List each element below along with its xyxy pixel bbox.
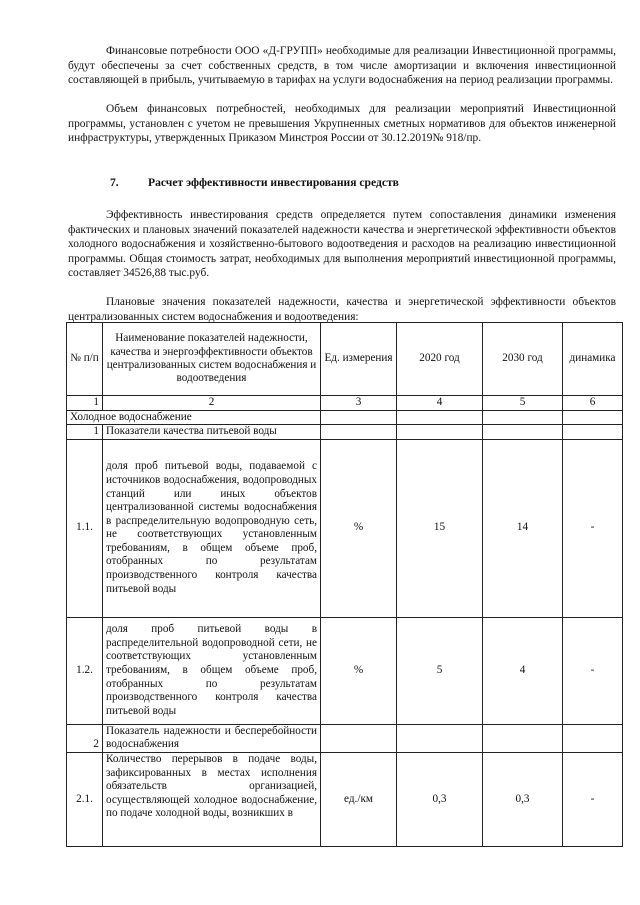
header-unit: Ед. измерения — [321, 323, 397, 396]
table-row-1-1 — [67, 439, 623, 617]
col-number: 2 — [103, 396, 321, 411]
row-2030: 0,3 — [483, 752, 563, 846]
col-number: 1 — [67, 396, 103, 411]
group-name: Показатели качества питьевой воды — [103, 425, 321, 440]
row-2020: 5 — [397, 617, 483, 724]
row-unit: ед./км — [321, 752, 397, 846]
row-unit: % — [321, 439, 397, 617]
empty-cell — [321, 425, 397, 440]
section-title: Расчет эффективности инвестирования средств — [148, 176, 399, 189]
paragraph-financing: Финансовые потребности ООО «Д-ГРУПП» необходимые для реализации Инвестиционной программы, будут обеспечены за счет собственных средств, в том числе амортизации и включения инвестиционной составляющей в прибыль, учитываемую в тарифах на услуги водоснабжения на период реализации программы. — [68, 45, 616, 87]
group-num: 1 — [67, 425, 103, 440]
table-row-2-1 — [67, 752, 623, 846]
row-unit: % — [321, 617, 397, 724]
col-number: 6 — [563, 396, 623, 411]
section-number: 7. — [110, 176, 119, 189]
table-row-1-2 — [67, 617, 623, 724]
section-row — [67, 410, 623, 425]
header-2030: 2030 год — [483, 323, 563, 396]
row-2030: 14 — [483, 439, 563, 617]
row-name: доля проб питьевой воды в распределительной водопроводной сети, не соответствующих установленным требованиям, в общем объеме проб, отобранных по результатам производственного контроля качества питьевой воды — [103, 617, 321, 724]
empty-cell — [483, 410, 563, 425]
row-dynamics: - — [563, 617, 623, 724]
row-dynamics: - — [563, 752, 623, 846]
empty-cell — [321, 410, 397, 425]
row-name: доля проб питьевой воды, подаваемой с источников водоснабжения, водопроводных станций или иных объектов централизованной системы водоснабжения в распределительную водопроводную сеть, не соответствующих установленным требованиям, в общем объеме проб, отобранных по результатам производственного контроля качества питьевой воды — [103, 439, 321, 617]
empty-cell — [563, 425, 623, 440]
col-number: 5 — [483, 396, 563, 411]
group-row-reliability — [67, 724, 623, 752]
col-number: 4 — [397, 396, 483, 411]
row-num: 1.2. — [67, 617, 103, 724]
empty-cell — [397, 410, 483, 425]
header-dynamics: динамика — [563, 323, 623, 396]
header-2020: 2020 год — [397, 323, 483, 396]
row-2030: 4 — [483, 617, 563, 724]
row-2020: 15 — [397, 439, 483, 617]
row-name: Количество перерывов в подаче воды, зафиксированных в местах исполнения обязательств организацией, осуществляющей холодное водоснабжение, по подаче холодной воды, возникших в — [103, 752, 321, 846]
group-name: Показатель надежности и бесперебойности водоснабжения — [103, 724, 321, 752]
empty-cell — [483, 724, 563, 752]
paragraph-volume: Объем финансовых потребностей, необходимых для реализации мероприятий Инвестиционной программы, установлен с учетом не превышения Укрупненных сметных нормативов для объектов инженерной инфраструктуры, утвержденных Приказом Минстроя России от 30.12.2019№ 918/пр. — [68, 103, 616, 145]
empty-cell — [483, 425, 563, 440]
header-name: Наименование показателей надежности, качества и энергоэффективности объектов централизованных систем водоснабжения и водоотведения — [103, 323, 321, 396]
empty-cell — [563, 410, 623, 425]
section-heading — [110, 176, 399, 189]
header-num: № п/п — [67, 323, 103, 396]
row-dynamics: - — [563, 439, 623, 617]
row-2020: 0,3 — [397, 752, 483, 846]
group-num: 2 — [67, 724, 103, 752]
empty-cell — [397, 724, 483, 752]
col-number: 3 — [321, 396, 397, 411]
section-row-label: Холодное водоснабжение — [67, 410, 321, 425]
table-header-row — [67, 323, 623, 396]
empty-cell — [321, 724, 397, 752]
paragraph-efficiency: Эффективность инвестирования средств определяется путем сопоставления динамики изменения фактических и плановых значений показателей надежности качества и энергетической эффективности объектов холодного водоснабжения и хозяйственно-бытового водоотведения и расходов на реализацию инвестиционной программы. Общая стоимость затрат, необходимых для выполнения мероприятий инвестиционной программы, составляет 34526,88 тыс.руб. — [68, 209, 616, 280]
indicators-table — [66, 322, 623, 847]
empty-cell — [563, 724, 623, 752]
column-number-row — [67, 396, 623, 411]
paragraph-plan-values: Плановые значения показателей надежности, качества и энергетической эффективности объектов централизованных систем водоснабжения и водоотведения: — [68, 296, 616, 323]
group-row-quality — [67, 425, 623, 440]
row-num: 2.1. — [67, 752, 103, 846]
empty-cell — [397, 425, 483, 440]
row-num: 1.1. — [67, 439, 103, 617]
